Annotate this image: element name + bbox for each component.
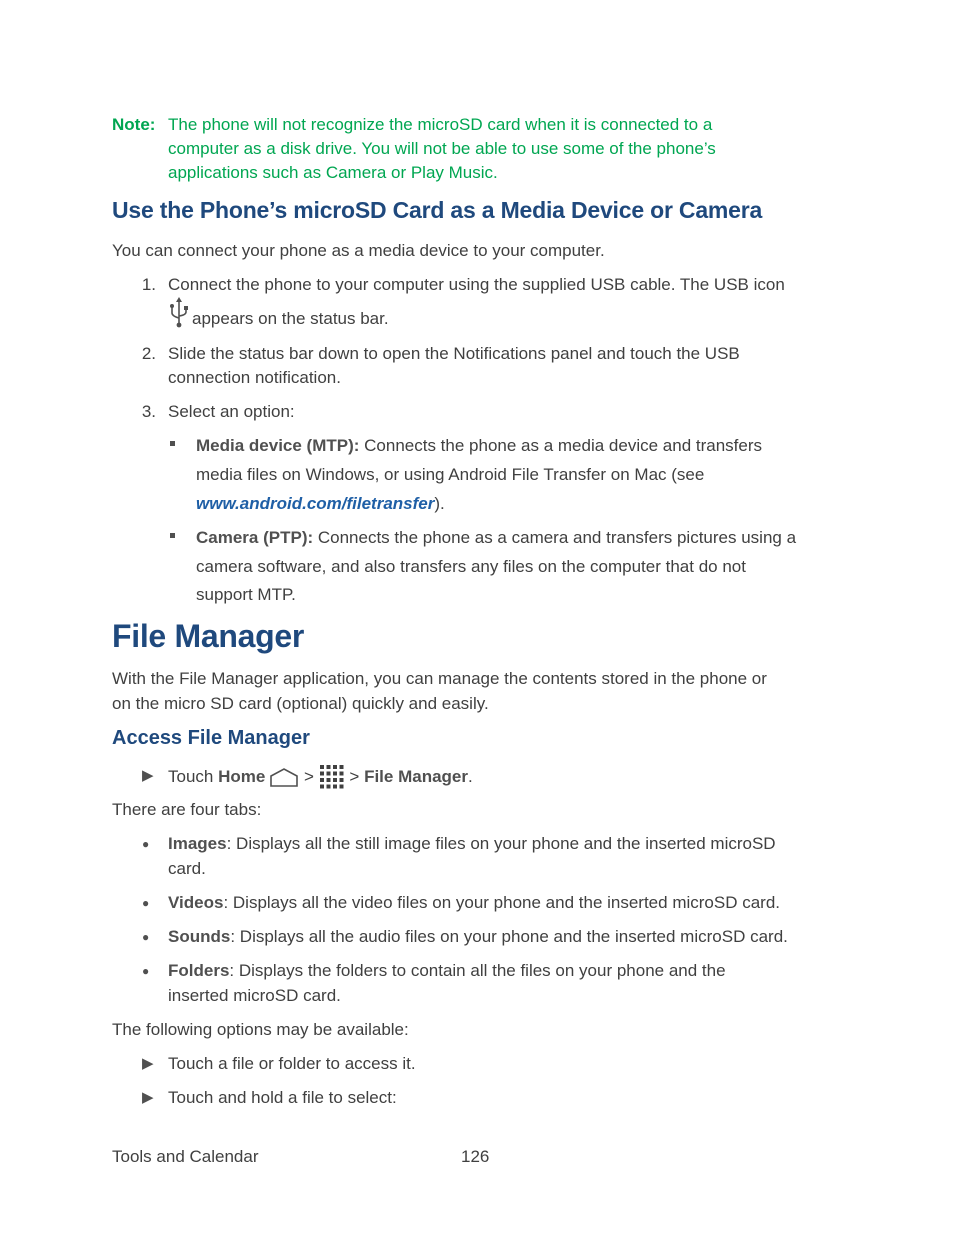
option-mtp-after: ). — [434, 494, 445, 513]
option-ptp-line-2: camera software, and also transfers any files on the computer that do not — [196, 557, 746, 576]
filetransfer-link[interactable]: www.android.com/filetransfer — [196, 494, 435, 513]
arrow-bullet-icon: ▶ — [142, 1089, 154, 1106]
bullet-square — [170, 533, 175, 538]
tab-images-name: Images — [168, 834, 227, 853]
tab-videos-line-1 — [168, 891, 780, 916]
arrow-bullet-icon: ▶ — [142, 1055, 154, 1072]
round-bullet: ● — [142, 964, 150, 978]
home-label: Home — [218, 766, 266, 786]
step-2-line-1: Slide the status bar down to open the Notifications panel and touch the USB — [168, 344, 740, 363]
round-bullet: ● — [142, 930, 150, 944]
file-manager-label: File Manager — [364, 766, 468, 786]
round-bullet: ● — [142, 837, 150, 851]
option-mtp-line-1 — [196, 434, 762, 459]
access-instruction — [168, 764, 473, 790]
note-line-3: applications such as Camera or Play Music. — [168, 163, 498, 182]
file-manager-intro-2: on the micro SD card (optional) quickly and easily. — [112, 694, 489, 713]
touch-text: Touch — [168, 766, 219, 786]
section-heading-media-device: Use the Phone’s microSD Card as a Media Device or Camera — [112, 197, 763, 223]
tab-folders-desc: : Displays the folders to contain all the files on your phone and the — [229, 961, 726, 980]
option-mtp-label: Media device (MTP): — [196, 436, 360, 455]
note-line-2: computer as a disk drive. You will not be able to use some of the phone’s — [168, 139, 716, 158]
tab-images-desc: : Displays all the still image files on your phone and the inserted microSD — [226, 834, 776, 853]
page-title-file-manager: File Manager — [112, 618, 305, 654]
footer-section-name: Tools and Calendar — [112, 1147, 259, 1166]
step-number: 1. — [141, 275, 156, 294]
tab-folders-line-2: inserted microSD card. — [168, 986, 341, 1005]
option-touch-hold: Touch and hold a file to select: — [168, 1088, 397, 1107]
option-ptp-label: Camera (PTP): — [196, 528, 314, 547]
separator: > — [299, 766, 319, 786]
option-ptp-line-3: support MTP. — [196, 585, 296, 604]
tab-images-line-1 — [168, 832, 776, 857]
usb-icon — [168, 297, 190, 329]
option-ptp-text: Connects the phone as a camera and transfers pictures using a — [313, 528, 797, 547]
bullet-square — [170, 441, 175, 446]
tab-sounds-line-1 — [168, 925, 788, 950]
option-ptp-line-1 — [196, 526, 796, 551]
tab-images-line-2: card. — [168, 859, 206, 878]
section-intro: You can connect your phone as a media device to your computer. — [112, 241, 605, 260]
step-number: 2. — [141, 344, 156, 363]
step-1-line-2: appears on the status bar. — [192, 309, 389, 328]
note-label: Note: — [112, 115, 156, 134]
note-line-1: The phone will not recognize the microSD card when it is connected to a — [168, 115, 713, 134]
option-mtp-line-2: media files on Windows, or using Android File Transfer on Mac (see — [196, 465, 705, 484]
tab-folders-name: Folders — [168, 961, 230, 980]
arrow-bullet-icon: ▶ — [142, 767, 154, 784]
option-touch-file: Touch a file or folder to access it. — [168, 1054, 416, 1073]
step-number: 3. — [141, 402, 156, 421]
tab-folders-line-1 — [168, 959, 726, 984]
option-mtp-line-3 — [196, 492, 445, 517]
file-manager-intro-1: With the File Manager application, you can manage the contents stored in the phone or — [112, 669, 767, 688]
home-icon — [269, 767, 299, 787]
step-3-line-1: Select an option: — [168, 402, 295, 421]
page-number: 126 — [461, 1147, 490, 1166]
subheading-access-file-manager: Access File Manager — [112, 727, 310, 749]
period: . — [468, 766, 473, 786]
step-2-line-2: connection notification. — [168, 368, 341, 387]
apps-grid-icon — [319, 764, 345, 790]
separator: > — [344, 766, 365, 786]
tabs-intro: There are four tabs: — [112, 800, 262, 819]
option-mtp-text: Connects the phone as a media device and transfers — [359, 436, 763, 455]
round-bullet: ● — [142, 896, 150, 910]
tab-videos-desc: : Displays all the video files on your phone and the inserted microSD card. — [223, 893, 781, 912]
step-1-line-1: Connect the phone to your computer using the supplied USB cable. The USB icon — [168, 275, 785, 294]
tab-sounds-name: Sounds — [168, 927, 231, 946]
tab-videos-name: Videos — [168, 893, 224, 912]
tab-sounds-desc: : Displays all the audio files on your phone and the inserted microSD card. — [230, 927, 788, 946]
options-intro: The following options may be available: — [112, 1020, 409, 1039]
